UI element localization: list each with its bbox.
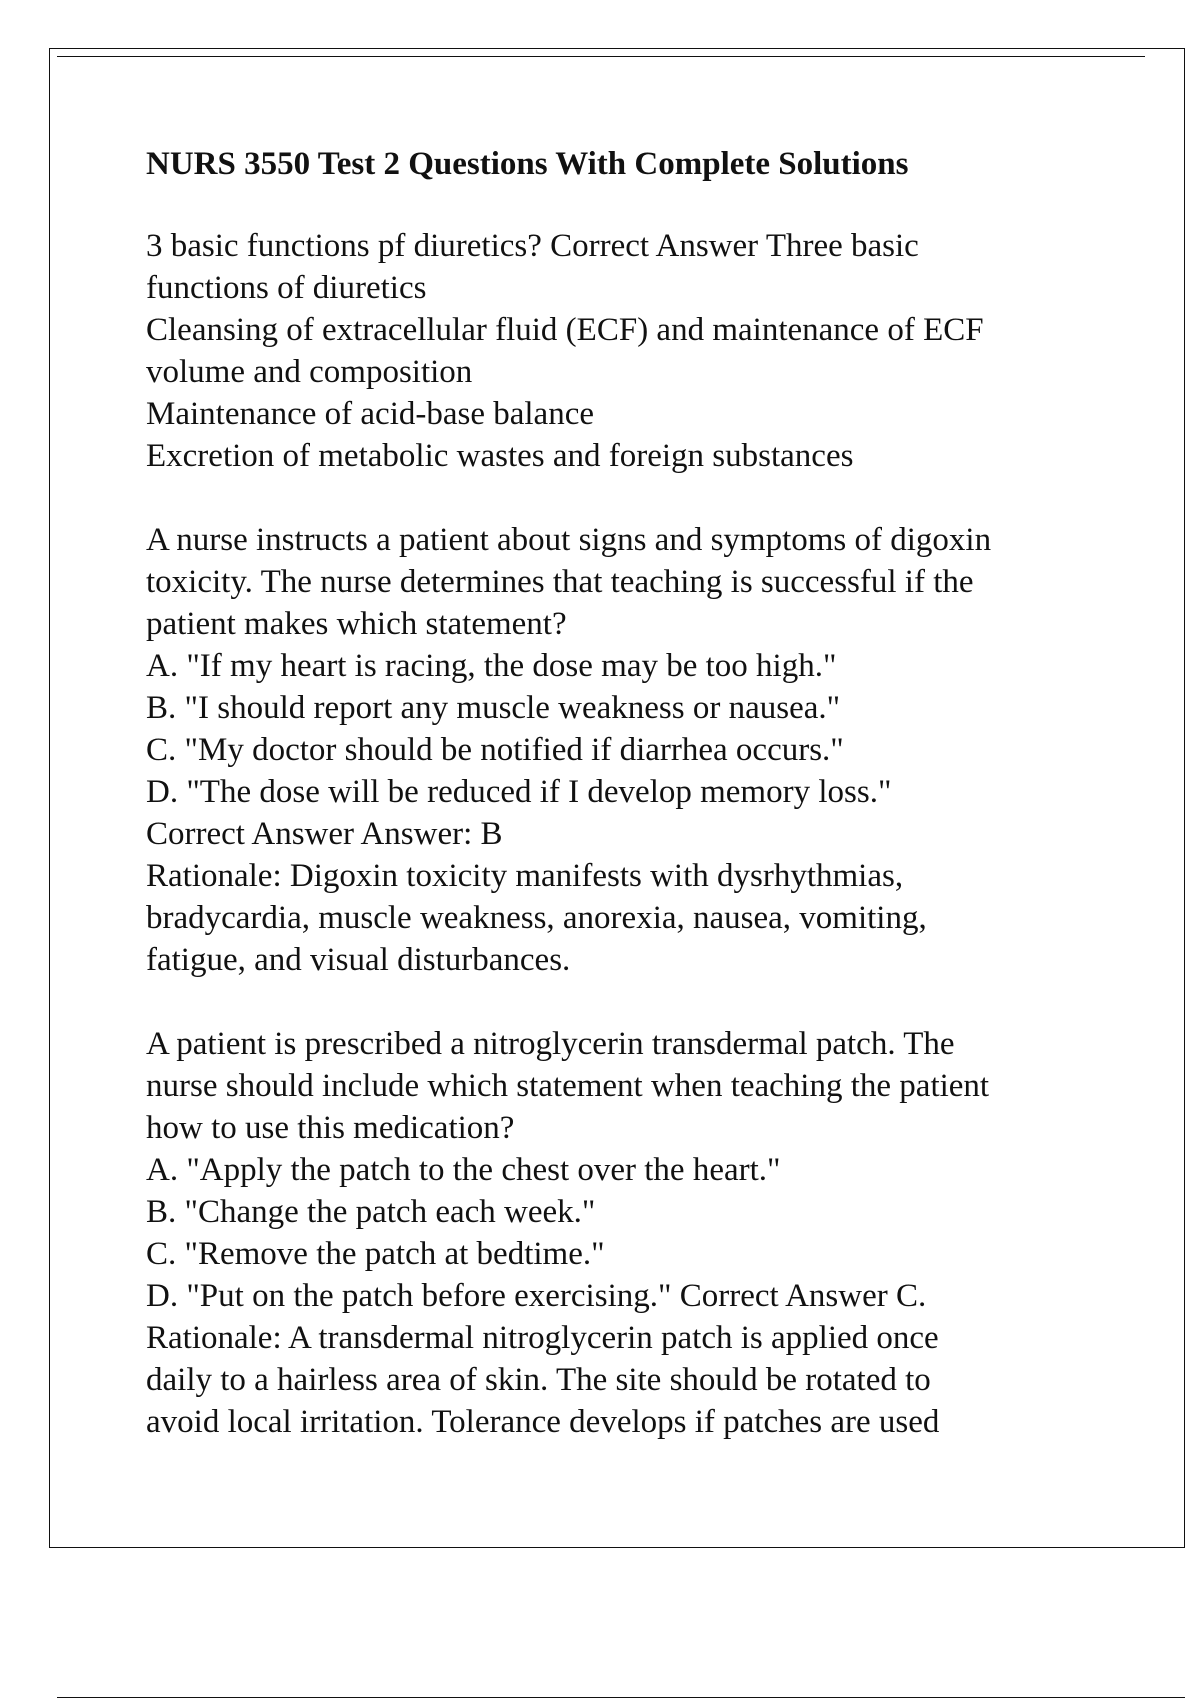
answer-option-d: D. "The dose will be reduced if I develop memory loss." [146,774,892,810]
answer-option-c: C. "My doctor should be notified if diarrhea occurs." [146,732,844,768]
answer-option-c: C. "Remove the patch at bedtime." [146,1236,605,1272]
answer-option-d: D. "Put on the patch before exercising." Correct Answer C. [146,1278,927,1314]
rationale-line: bradycardia, muscle weakness, anorexia, nausea, vomiting, [146,900,927,936]
rationale-line: Rationale: Digoxin toxicity manifests with dysrhythmias, [146,858,904,894]
answer-option-b: B. "I should report any muscle weakness or nausea." [146,690,841,726]
text-line: A patient is prescribed a nitroglycerin transdermal patch. The [146,1026,955,1062]
header-rule [57,56,1145,57]
text-line: volume and composition [146,354,473,390]
answer-option-b: B. "Change the patch each week." [146,1194,596,1230]
text-line: A nurse instructs a patient about signs and symptoms of digoxin [146,522,992,558]
text-line: toxicity. The nurse determines that teaching is successful if the [146,564,974,600]
text-line: nurse should include which statement when teaching the patient [146,1068,990,1104]
qa-block-nitroglycerin [146,1023,1126,1443]
footer-rule [57,1697,1185,1698]
rationale-line: fatigue, and visual disturbances. [146,942,571,978]
rationale-line: daily to a hairless area of skin. The site should be rotated to [146,1362,931,1398]
text-line: how to use this medication? [146,1110,515,1146]
document-title: NURS 3550 Test 2 Questions With Complete Solutions [146,146,909,182]
text-line: patient makes which statement? [146,606,567,642]
text-line: Maintenance of acid-base balance [146,396,594,432]
rationale-line: Rationale: A transdermal nitroglycerin patch is applied once [146,1320,939,1356]
text-line: 3 basic functions pf diuretics? Correct Answer Three basic [146,228,919,264]
qa-block-diuretics [146,225,1126,477]
document-body [146,143,1126,1485]
answer-option-a: A. "If my heart is racing, the dose may be too high." [146,648,837,684]
qa-block-digoxin [146,519,1126,981]
text-line: functions of diuretics [146,270,427,306]
answer-option-a: A. "Apply the patch to the chest over the heart." [146,1152,781,1188]
correct-answer: Correct Answer Answer: B [146,816,503,852]
text-line: Cleansing of extracellular fluid (ECF) and maintenance of ECF [146,312,984,348]
rationale-line: avoid local irritation. Tolerance develops if patches are used [146,1404,940,1440]
text-line: Excretion of metabolic wastes and foreign substances [146,438,854,474]
